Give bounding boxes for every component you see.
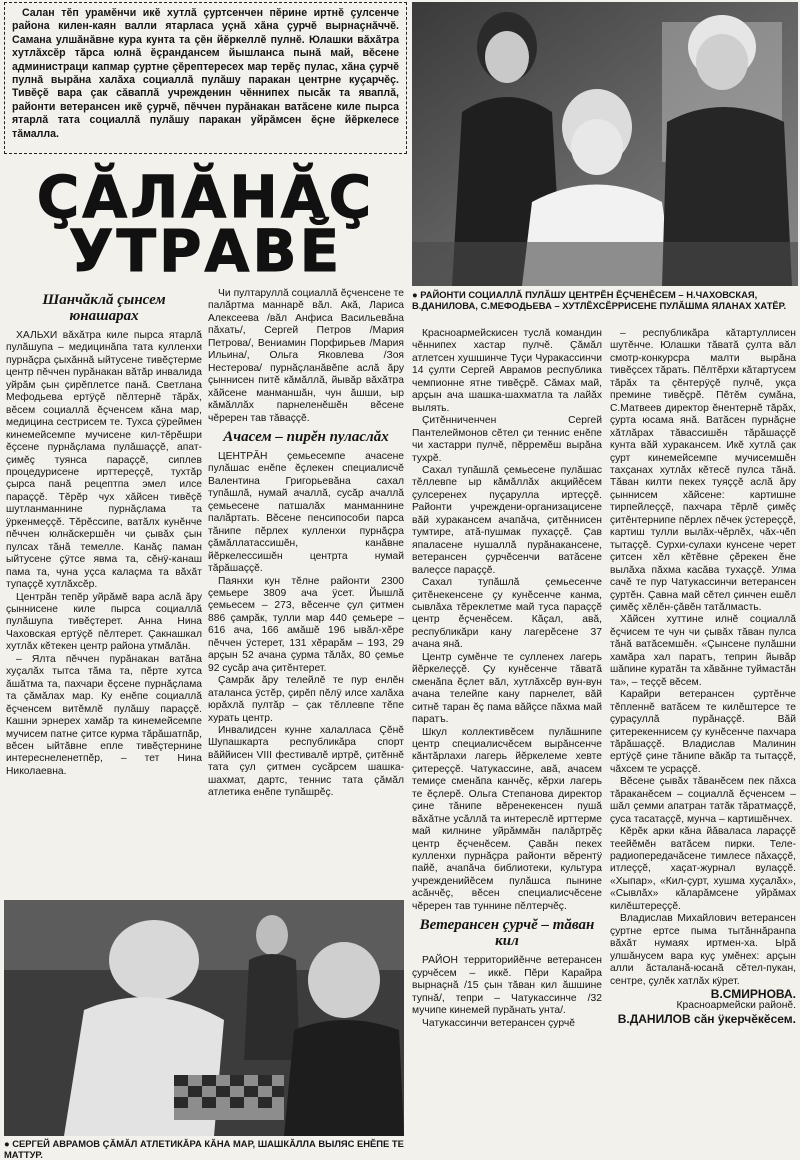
column-3 [412,328,602,1030]
paragraph: Владислав Михайлович ветерансен çуртне ертсе пыма тытăннăранпа вăхăт нумаях иртмен-ха. Ырă улшăнусем вара куç умĕнех: арçын алли ăсталанă-юсанă сĕтел-пукан, сентре, çулĕк хатлăх кÿрет. [610,913,796,987]
paragraph: РАЙОН территорийĕнче ветерансен çурчĕсем – иккĕ. Пĕри Карайра вырнаçнă /15 çын тăван кил ăшшине тупнă/, тепри – Чатукассинче /32 мучипе кинемей пурăнать унта/. [412,955,602,1017]
intro-box [4,2,407,154]
paragraph: Хăйсен хуттине илнĕ социаллă ĕçчисем те чун чи çывăх тăван пулса тăнă ватăсемшĕн. «Çынсене пулăшни хамăра хал паратъ, теприн йывăр шăпине куратăн та хăвăнне туймастăн та», – теççĕ вĕсем. [610,614,796,688]
photo-chess-player [4,900,404,1136]
column-1 [6,288,202,778]
column-4 [610,328,796,1025]
paragraph: – Ялта пĕччен пурăнакан ватăна хуçалăх тытса тăма та, пĕрте хутса ăшăтма та, пахчари ĕçсене пурнăçлама та çăмăлах мар. Ку енĕпе социаллă ĕçченсем витĕмлĕ пулăшу параççĕ. Кашни эрнерех хамăр та кинемейсемпе мучисем патне çитсе курма тăрăшатпăр, вĕсен ыйтăвне епле тивĕçтернине интереснеленетпĕр, – тет Нина Николаевна. [6,653,202,777]
paragraph: Чи пултаруллă социаллă ĕçченсене те палăртма маннарĕ вăл. Акă, Лариса Алексеева /вăл Анфиса Васильевăна пăхать/, Сергей Петров /Мария Петрова/, Вениамин Порфирьев /Мария Ильина/, Ольга Яковлева /Зоя Нестерова/ пурнăçланăвĕпе аслă ăру çыннисен питĕ кăмăллă, йывăр вăхăтра хăйсене манманшăн, чун ăшши, ыр кăмăллăх парнеленĕшĕн вĕсене чĕререн тав тăваççĕ. [208,288,404,424]
paragraph: Центрăн тепĕр уйрăмĕ вара аслă ăру çыннисене киле пырса социаллă пулăшупа тивĕçтерет. Анна Нина Чаховская ертÿçĕ пĕлтерет. Çакнашкал хутлăх кĕтекен центр района утмăлăн. [6,591,202,653]
author-name: В.СМИРНОВА. [710,987,796,1002]
headline-line1: ÇĂЛĂНĂÇ [36,163,375,231]
paragraph: Паянхи кун тĕлне районти 2300 çемьере 3809 ача ÿсет. Йышлă çемьесем – 273, вĕсенче çул çитмен 886 çамрăк, тулли мар 440 çемьере – 616 ача, 166 амăшĕ 196 ывăл-хĕре пĕччен ÿстерет, 131 хĕрарăм – 193, 29 арçын 52 ачана çурма тăлăх, 80 çемье 92 сусăр ача çитĕнтерет. [208,575,404,674]
paragraph: Шкул коллективĕсем пулăшнипе центр специалисчĕсем вырăнсенче кăнтăрлахи лагерь йĕркелеме хевте çитереççĕ. Чатукассине, авă, ачасем темиçе сменăпа канчĕç, кĕрхи лагерь те ĕçлерĕ. Ольга Степанова директор çине тăнипе вĕренекенсен пушă вăхăтне усăллă та интереслĕ ирттерме май килнине уйрăммăн палăртрĕç центр ĕçченĕсем. Çавăн пекех кулленхи пурнăçра районти вĕрентÿ пайĕ, ачапăча библиотеки, культура учрежденийĕсем пулăшса пынине асăнчĕç, вĕсен специалисчĕсене чĕререн тав туннине пĕлтерчĕç. [412,726,602,912]
photo-credit: В.ДАНИЛОВ сăн ÿкерчĕкĕсем. [617,1011,796,1026]
intro-text: Салан тĕп урамĕнчи икĕ хутлă çуртсенчен пĕрине иртнĕ çулсенче района килен-каян валли ятарласа уçнă хăна çурчĕ вырнаçнăччĕ. Самана улшăнăвне кура кунта та çĕн йĕркеллĕ пулнĕ. Юлашки вăхăтра хутлăхсĕр тăрса юлнă ĕçрандансем йышланса пынă май, вĕсене администраци капмар çуртне çĕрептересех мар терĕç пулас, хăна çурчĕ пулнă вырăна халăха социаллă пулăшу паракан центрне куçарчĕç. Тивĕçĕ вара çак сăваплă учрежденин чĕннипех пысăк та яваплă, районти ветерансен икĕ çурчĕ, пĕччен пурăнакан ватăсене киле пырса ятарлă тата социаллă пулăшу паракан уйрăмсен ĕçне йĕркелесе тăмалла. [12,7,399,140]
subtitle-children-future: Ачасем – пирĕн пуласлăх [223,428,389,445]
photo-chess-image [4,900,404,1136]
paragraph: ЦЕНТРĂН çемьесемпе ачасене пулăшас енĕпе ĕçлекен специалисчĕ Валентина Григорьевăна сахал тупăшлă, нумай ачаллă, сусăр ачаллă çемьесене патшалăх манманнине палăртать. Вĕсене пенсипособи парса тăнипе пĕрлех кулленхи пурнăçра çăмăллатассишĕн, канăвне йĕркелессишĕн центрта нумай тăрăшаççĕ. [208,450,404,575]
photo-staff-caption: ● РАЙОНТИ СОЦИАЛЛĂ ПУЛĂШУ ЦЕНТРĔН ĔÇЧЕНĔСЕМ – Н.ЧАХОВСКАЯ, В.ДАНИЛОВА, С.МЕФОДЬЕВА – ХУТЛĔХСĔРРИСЕНЕ ПУЛĂШМА ЯЛАНАХ ХАТĔР. [412,289,787,311]
paragraph: Сахал тупăшлă çемьесене пулăшас тĕллевпе ыр кăмăллăх акцийĕсем çулсеренех пуçарулла иртеççĕ. Районти учреждени-организацисене вăй хуракансем ачапăча, çитĕннисен тумтире, атă-пушмак пухаççĕ. Çав япаласене нушаллă пурăнакансене, ветерансен çурчĕсенчи ватăсене валеçсе параççĕ. [412,464,602,576]
photo-staff-image [412,2,798,286]
paragraph: Кĕрĕк арки кăна йăваласа лараççĕ теейĕмĕн ватăсем пирки. Теле-радиопередачăсене тимлесе пăхаççĕ, итлеççĕ, хаçат-журнал вулаççĕ. «Хыпар», «Кил-çурт, хушма хуçалăх», «Сывлăх» кăларăмсене уйрăмах килĕштереççĕ. [610,826,796,912]
paragraph: Красноармейскисен туслă командин чĕннипех хастар пулчĕ. Çăмăл атлетсен хушшинче Туçи Чуракассинчи 14 çулти Сергей Аврамов республика чемпионне ятне тивĕçрĕ. Сăмах май, арçын ача шашка-шахматла та лайăх вылять. [412,328,602,414]
author-place: Красноармейски районĕ. [676,1000,796,1012]
column-2 [208,288,404,800]
paragraph: Вĕсене çывăх тăванĕсем пек пăхса тăраканĕсем – социаллă ĕçченсем – шăл çемми апатран татăк тăратмаççĕ, çуса тасатаççĕ, мунча – картишĕнчех. [610,776,796,825]
paragraph: – республикăра кăтартуллисен шутĕнче. Юлашки тăватă çулта вăл смотр-конкурсра малти вырăна тивĕçсех тăрать. Пĕлтĕрхи кăтартусем тăрăх та çĕнтерÿçĕ пулчĕ, укçа премине тивĕçрĕ. Пĕтĕм сумăна, С.Матвеев директор ĕнентернĕ тăрăх, çурта юсама янă. Ватăсен пурнăçне хăтлăрах тăвассишĕн тăрăшаççĕ кунта вăй хуракансем. Икĕ хутлă çак çурт кинемейсемпе мучисемшĕн тахçанах хутлăх кĕтесĕ пулса тăнă. Тăван килти пекех туяççĕ аслă ăру çыннисем хăйсене: картишне тирпейлеççĕ, пахчара тĕрлĕ çимĕç çитĕнтернипе пĕрлех пĕчек ÿстереççĕ, картиш тулли вылăх-чĕрлĕх, чăх-чĕп тытаççĕ. Сурхи-сулахи кунсене черет çитсен хĕл кĕтĕвне çĕрекен ĕне вылăха пăхма касăва тухаççĕ. Улма сачĕ те пур Чатукассинчи ветерансен çуртĕн. Çавна май сĕтел çинчен ешĕл çимĕç хĕлĕн-çăвĕн татăлмасть. [610,328,796,613]
paragraph: Çитĕнниченчен Сергей Пантелеймонов сĕтел çи теннис енĕпе чи хастарри пулчĕ, пĕрремĕш вырăна тухрĕ. [412,415,602,464]
photo-staff [412,2,798,286]
paragraph: ХАЛЬХИ вăхăтра киле пырса ятарлă пулăшупа – медицинăпа тата кулленхи пурнăçра çыхăннă ыйтусене тивĕçтерме центр пĕччен пурăнакан вăтăр инвалида уйрăм çын çирĕплетсе панă. Светлана Мефодьева ертÿçĕ пĕлтернĕ тăрăх, вĕсем социаллă ĕçченсем кăна мар, медицина сестрисем те. Тухса çÿреймен кинемейсемпе мучисене кил-тĕрĕшри ĕçсене пурнăçлама пулăшаççĕ, апат-çимĕç туянса параççĕ, сиплев процедурисене ирттереççĕ, тухтăр çырса панă рецептпа эмел илсе параççĕ. Тĕрĕр чух хăйсен тивĕçĕ шутланманнине пурнăçлама та ÿркенмеççĕ. Тĕрĕссипе, ватăлх кунĕнче пĕччен юлнăскершĕн чи çывăх çын пулсах тăнă темелле. Канăç паман ыйтусене çÿтсе явма та, сĕнÿ-канаш пама та, чуна уçса калаçма та вăхăт тупаççĕ хутлăхсĕр. [6,330,202,591]
paragraph: Карайри ветерансен çуртĕнче тĕпленнĕ ватăсем те килĕштерсе те çураçуллă пурăнаççĕ. Вăй çитерекеннисем çу кунĕсенче пахчара тăрăшаççĕ. Владислав Малинин ертÿçĕ çине тăнипе вăкăр та тытаççĕ, чăхсем те усраççĕ. [610,689,796,775]
subtitle-reliable-people: Шанчăклă çынсем юнашарах [42,292,166,324]
headline [4,163,407,285]
photo-chess-caption: ● СЕРГЕЙ АВРАМОВ ÇĂМĂЛ АТЛЕТИКĂРА КĂНА МАР, ШАШКĂЛЛА ВЫЛЯС ЕНĔПЕ ТЕ МАТТУР. [4,1138,404,1160]
paragraph: Чатукассинчи ветерансен çурчĕ [422,1017,575,1029]
paragraph: Сахал тупăшлă çемьесенче çитĕнекенсене çу кунĕсенче канма, сывлăха тĕреклетме май туса параççĕ центр ĕçченĕсем. Кăçал, авă, республикăри кану лагерĕсене 37 ачана янă. [412,577,602,651]
paragraph: Инвалидсен кунне халалласа Çĕнĕ Шупашкарта республикăра спорт вăййисен VIII фестивалĕ иртрĕ, çитĕннĕ тата çул çитмен сусăрсем шашка-шахмат, дартс, теннис тата çăмăл атлетика енĕпе тупăшрĕç. [208,724,404,799]
headline-line2: УТРАВĔ [68,217,343,285]
paragraph: Çамрăк ăру телейлĕ те пур енлĕн аталанса ÿстĕр, çирĕп пĕлÿ илсе халăха юрăхлă пултăр – çак тĕллевпе тĕпе хурать центр. [208,675,404,724]
subtitle-veterans-home: Ветерансен çурчĕ – тăван кил [419,917,595,950]
paragraph: Центр сумĕнче те сулленех лагерь йĕркелеççĕ. Çу кунĕсенче тăватă сменăпа ĕçлет вăл, хутлăхсĕр вун-вун ачана телейпе кану парнелет, вăй ситнĕ таран ĕç пама вăйçсе пăхма май паратъ. [412,651,602,726]
